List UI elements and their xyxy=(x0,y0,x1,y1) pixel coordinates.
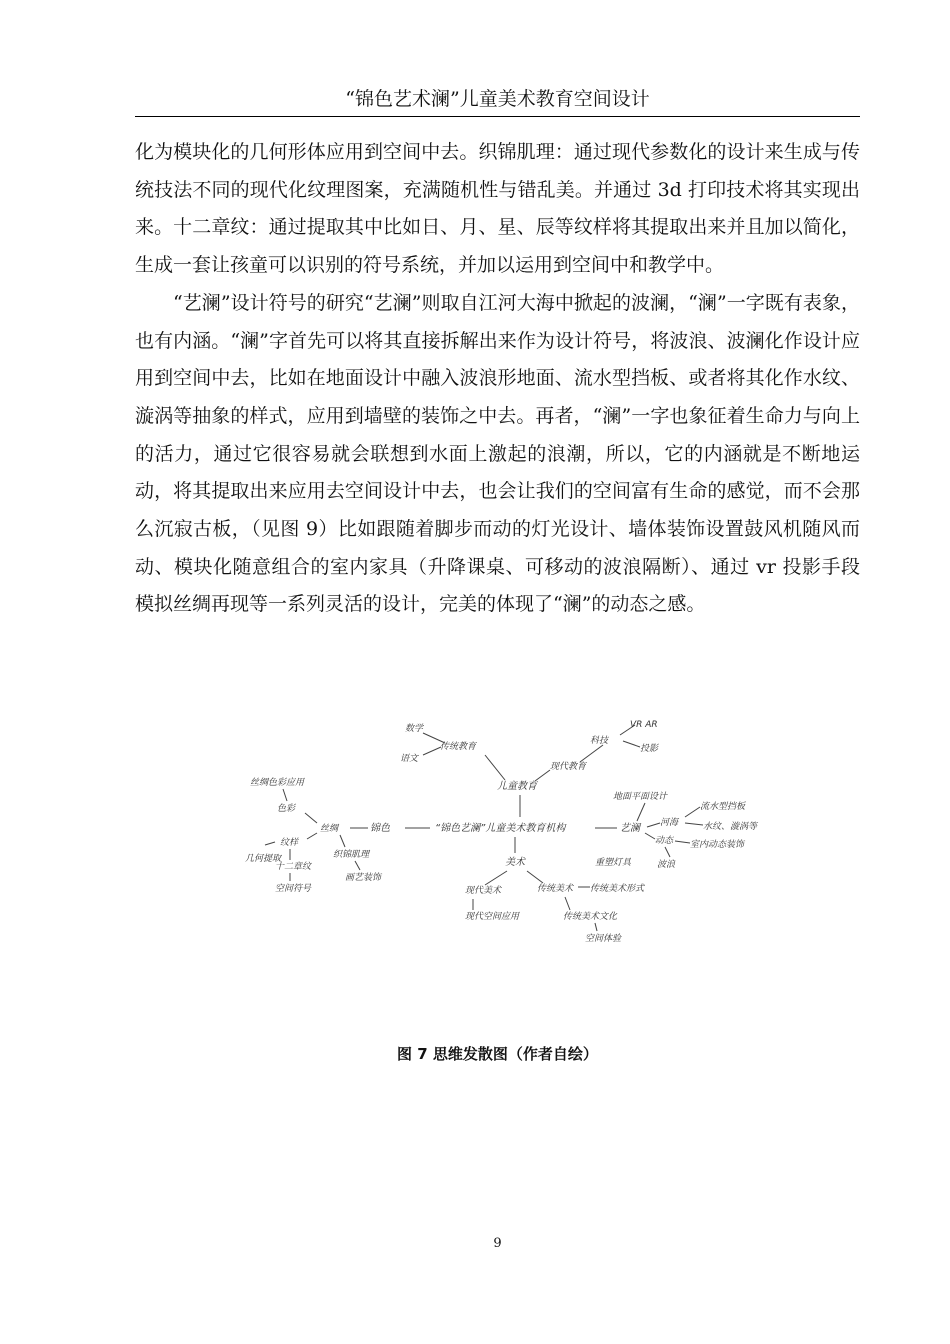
node-vortex: 水纹、漩涡等 xyxy=(703,822,758,832)
connector xyxy=(685,823,703,825)
paragraph-1: 化为模块化的几何形体应用到空间中去。织锦肌理：通过现代参数化的设计来生成与传统技法不同的现代化纹理图案，充满随机性与错乱美。并通过 3d 打印技术将其实现出来。十二章纹：通过提取其中比如日、月、星、辰等纹样将其提取出来并且加以简化，生成一套让孩童可以识别的符号系统，并加以运用到空间中和教学中。 xyxy=(135,141,860,277)
node-yilan: 艺澜 xyxy=(620,823,640,834)
connector xyxy=(485,871,507,885)
connector xyxy=(535,770,550,781)
connector xyxy=(283,789,287,801)
node-modern-education: 现代教育 xyxy=(550,762,587,772)
connector xyxy=(423,733,445,743)
node-modern-art: 现代美术 xyxy=(465,886,502,896)
connector xyxy=(580,745,603,762)
connector xyxy=(340,835,345,847)
node-color-use: 丝绸色彩应用 xyxy=(250,778,305,788)
node-color: 色彩 xyxy=(277,804,296,814)
running-header: “锦色艺术澜”儿童美术教育空间设计 xyxy=(345,88,650,110)
connector xyxy=(647,823,660,827)
node-geometry: 几何提取 xyxy=(245,854,282,864)
connector xyxy=(305,813,317,823)
connector xyxy=(595,923,597,931)
connector xyxy=(637,803,645,821)
node-projection: 投影 xyxy=(640,744,659,754)
node-painting-decoration: 画艺装饰 xyxy=(345,873,382,883)
node-fine-arts: 美术 xyxy=(505,857,525,868)
node-dynamic: 动态 xyxy=(655,836,674,846)
node-jinse: 锦色 xyxy=(370,823,390,834)
mind-map-figure xyxy=(245,715,765,950)
node-rivers: 河海 xyxy=(660,818,679,828)
header-rule xyxy=(135,116,860,117)
node-traditional-art: 传统美术 xyxy=(537,884,574,894)
mindmap-center: “锦色艺澜”儿童美术教育机构 xyxy=(435,823,566,834)
node-twelve-patterns: 十二章纹 xyxy=(275,862,312,872)
node-floor-design: 地面平面设计 xyxy=(613,792,668,802)
connector xyxy=(565,897,570,910)
connector xyxy=(307,833,317,839)
node-brocade-texture: 织锦肌理 xyxy=(333,850,370,860)
figure-caption: 图 7 思维发散图（作者自绘） xyxy=(397,1045,598,1063)
connector xyxy=(423,747,441,755)
mind-map-sketch xyxy=(245,715,765,950)
node-flowing-water: 流水型挡板 xyxy=(700,802,746,812)
body-text xyxy=(135,134,860,624)
node-space-feeling: 空间体验 xyxy=(585,934,622,944)
connector xyxy=(485,755,505,780)
paragraph-2: “艺澜”设计符号的研究“艺澜”则取自江河大海中掀起的波澜，“澜”一字既有表象，也有内涵。“澜”字首先可以将其直接拆解出来作为设计符号，将波浪、波澜化作设计应用到空间中去，比如在地面设计中融入波浪形地面、流水型挡板、或者将其化作水纹、漩涡等抽象的样式，应用到墙壁的装饰之中去。再者，“澜”一字也象征着生命力与向上的活力，通过它很容易就会联想到水面上激起的浪潮，所以，它的内涵就是不断地运动，将其提取出来应用去空间设计中去，也会让我们的空间富有生命的感觉，而不会那么沉寂古板，（见图 9）比如跟随着脚步而动的灯光设计、墙体装饰设置鼓风机随风而动、模块化随意组合的室内家具（升降课桌、可移动的波浪隔断）、通过 vr 投影手段模拟丝绸再现等一系列灵活的设计，完美的体现了“澜”的动态之感。 xyxy=(135,291,860,616)
node-vr-ar: VR AR xyxy=(630,720,658,730)
node-modern-space: 现代空间应用 xyxy=(465,912,520,922)
node-traditional-education: 传统教育 xyxy=(440,742,477,752)
node-traditional-culture: 传统美术文化 xyxy=(563,912,618,922)
node-silk: 丝绸 xyxy=(320,824,339,834)
node-math: 数学 xyxy=(405,724,424,734)
connector xyxy=(665,847,670,857)
node-waves: 波浪 xyxy=(657,860,676,870)
node-tech: 科技 xyxy=(590,736,609,746)
node-pattern: 纹样 xyxy=(280,838,299,848)
page-number: 9 xyxy=(493,1236,502,1251)
connector xyxy=(265,842,275,845)
connector xyxy=(675,841,690,843)
connector xyxy=(645,833,655,839)
connector xyxy=(355,861,360,870)
node-space-symbol: 空间符号 xyxy=(275,884,312,894)
connector xyxy=(527,871,543,883)
node-rigid: 重塑灯具 xyxy=(595,858,632,868)
node-children-education: 儿童教育 xyxy=(497,781,537,792)
node-indoor-dynamic: 室内动态装饰 xyxy=(690,840,745,850)
connector xyxy=(685,807,700,817)
node-traditional-form: 传统美术形式 xyxy=(590,884,645,894)
connector xyxy=(623,741,640,747)
node-language: 语文 xyxy=(400,754,419,764)
